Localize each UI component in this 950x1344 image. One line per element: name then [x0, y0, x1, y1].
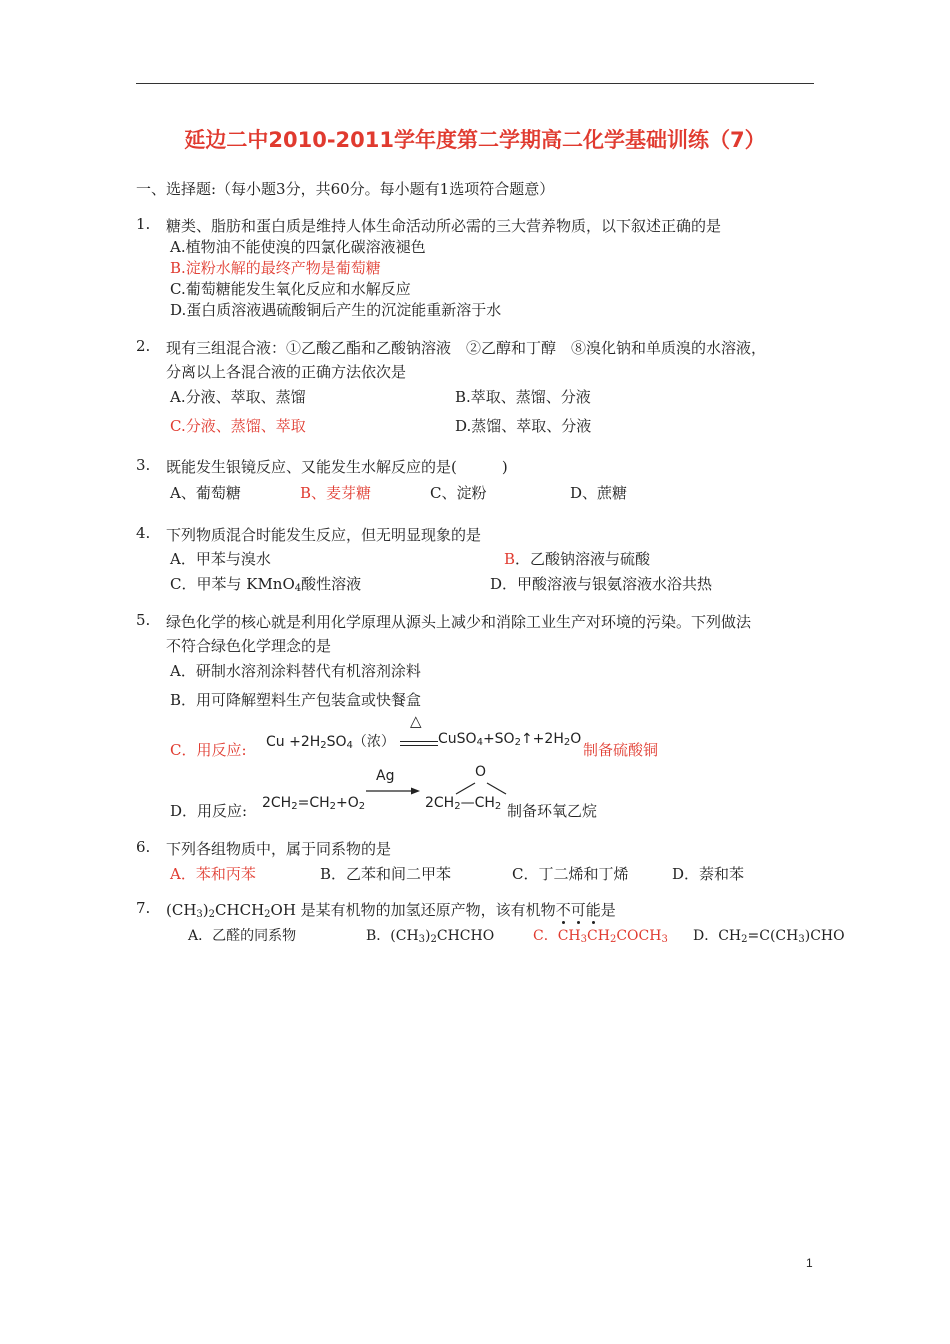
formula-part: (CH [166, 901, 197, 919]
option-d: D．萘和苯 [672, 865, 745, 883]
option-b: B．乙苯和间二甲苯 [320, 865, 452, 883]
option-a: A．研制水溶剂涂料替代有机溶剂涂料 [170, 662, 421, 680]
question-number: 5. [136, 611, 151, 629]
subscript: 3 [580, 934, 588, 945]
heat-symbol: △ [410, 712, 422, 730]
reaction-d-products [425, 795, 501, 812]
formula-part: +SO [482, 731, 515, 747]
question-stem-cont: 不符合绿色化学理念的是 [166, 637, 332, 655]
formula-part: CH [587, 928, 610, 944]
option-b-answer: B、麦芽糖 [300, 484, 372, 502]
question-number: 3. [136, 456, 151, 474]
question-stem-cont: 分离以上各混合液的正确方法依次是 [166, 363, 407, 381]
formula-part: )CHO [804, 928, 845, 944]
option-c-suffix: 制备硫酸铜 [583, 741, 659, 759]
question-number: 6. [136, 838, 151, 856]
question-stem: 糖类、脂肪和蛋白质是维持人体生命活动所必需的三大营养物质，以下叙述正确的是 [166, 217, 722, 235]
option-c-answer [533, 925, 668, 945]
option-c-label: C．用反应: [170, 741, 247, 759]
question-number: 4. [136, 524, 151, 542]
option-d: D．甲酸溶液与银氨溶液水浴共热 [490, 575, 713, 593]
option-c: C.葡萄糖能发生氧化反应和水解反应 [170, 280, 411, 298]
question-stem: 下列各组物质中，属于同系物的是 [166, 840, 392, 858]
option-b-answer [504, 548, 650, 569]
formula-part: ) [425, 928, 431, 944]
formula-part: O [570, 731, 582, 747]
question-stem: 绿色化学的核心就是利用化学原理从源头上减少和消除工业生产对环境的污染。下列做法 [166, 613, 752, 631]
option-c: C、淀粉 [430, 484, 487, 502]
formula-part: CHCHO [436, 928, 495, 944]
option-b [366, 925, 494, 945]
stem-text: 是 [600, 901, 616, 919]
formula-part: D．CH [693, 928, 742, 944]
formula-part: ↑+2H [520, 731, 564, 747]
subscript: 4 [294, 583, 302, 594]
formula-part: =CH [297, 795, 330, 811]
subscript: 3 [661, 934, 668, 945]
formula-part: B．(CH [366, 928, 419, 944]
emphasis-char: 不 [555, 901, 571, 919]
option-c [170, 573, 361, 594]
option-d-label: D．用反应: [170, 802, 248, 820]
equals-line-top [400, 741, 438, 742]
oxygen-atom: O [475, 764, 487, 780]
formula-part: CuSO [438, 731, 477, 747]
subscript: 2 [208, 909, 216, 920]
subscript: 2 [494, 801, 502, 812]
formula-part: 2CH [425, 795, 455, 811]
option-a: A.植物油不能使溴的四氯化碳溶液褪色 [170, 238, 426, 256]
option-c-answer: C.分液、蒸馏、萃取 [170, 417, 306, 435]
question-stem: 现有三组混合液：①乙酸乙酯和乙酸钠溶液 ②乙醇和丁醇 ⑧溴化钠和单质溴的水溶液， [166, 339, 767, 357]
subscript: 2 [320, 740, 327, 751]
question-number: 1. [136, 215, 151, 233]
option-d: D.蛋白质溶液遇硫酸铜后产生的沉淀能重新溶于水 [170, 301, 502, 319]
formula-part: =C(CH [747, 928, 799, 944]
subscript: 3 [418, 934, 426, 945]
reaction-c-reactants [266, 731, 395, 751]
formula-part: —CH [460, 795, 495, 811]
formula-part: Cu +2H [266, 734, 321, 750]
formula-part: SO [326, 734, 347, 750]
option-b: B.萃取、蒸馏、分液 [455, 388, 591, 406]
subscript: 2 [329, 801, 337, 812]
option-a: A.分液、萃取、蒸馏 [170, 388, 306, 406]
option-a: A、葡萄糖 [170, 484, 241, 502]
option-b-text: ．乙酸钠溶液与硫酸 [515, 550, 651, 568]
subscript: 2 [563, 737, 571, 748]
emphasis-char: 能 [585, 901, 601, 919]
option-d: D.蒸馏、萃取、分液 [455, 417, 592, 435]
catalyst-label: Ag [376, 768, 395, 784]
formula-part: ) [202, 901, 209, 919]
emphasis-char: 可 [570, 901, 586, 919]
option-a: A．乙醛的同系物 [188, 928, 297, 944]
question-stem: 既能发生银镜反应、又能发生水解反应的是( ) [166, 458, 508, 476]
subscript: 2 [430, 934, 437, 945]
subscript: 2 [264, 909, 271, 920]
option-b-letter: B [504, 550, 516, 568]
subscript: 2 [514, 737, 521, 748]
formula-part: 2CH [262, 795, 292, 811]
option-b-answer: B.淀粉水解的最终产物是葡萄糖 [170, 259, 381, 277]
page-title: 延边二中2010-2011学年度第二学期高二化学基础训练（7） [184, 128, 766, 152]
subscript: 4 [476, 737, 483, 748]
option-c-text-cont: 酸性溶液 [301, 575, 362, 593]
equals-line-bottom [400, 745, 438, 746]
subscript: 2 [358, 801, 366, 812]
page-number: 1 [806, 1256, 813, 1270]
option-c: C．丁二烯和丁烯 [512, 865, 629, 883]
subscript: 4 [346, 740, 353, 751]
formula-part: +O [336, 795, 359, 811]
subscript: 3 [196, 909, 203, 920]
question-stem: 下列物质混合时能发生反应，但无明显现象的是 [166, 526, 482, 544]
formula-part: C．CH [533, 928, 581, 944]
stem-text: OH 是某有机物的加氢还原产物，该有机物 [270, 901, 556, 919]
subscript: 2 [741, 934, 748, 945]
formula-part: （浓） [352, 734, 395, 750]
reaction-c-products [438, 731, 581, 748]
option-b: B．用可降解塑料生产包装盒或快餐盒 [170, 691, 422, 709]
subscript: 2 [291, 801, 298, 812]
subscript: 2 [454, 801, 461, 812]
question-number: 2. [136, 337, 151, 355]
header-rule [136, 83, 814, 84]
subscript: 2 [609, 934, 617, 945]
option-a: A．甲苯与溴水 [170, 550, 271, 568]
question-number: 7. [136, 899, 151, 917]
reaction-d-reactants [262, 795, 365, 812]
reaction-arrow [366, 786, 420, 796]
formula-part: CHCH [215, 901, 265, 919]
formula-part: COCH [616, 928, 662, 944]
subscript: 3 [798, 934, 805, 945]
option-d-suffix: 制备环氧乙烷 [507, 802, 598, 820]
option-a-answer: A．苯和丙苯 [170, 865, 256, 883]
question-stem [166, 899, 616, 920]
option-d: D、蔗糖 [570, 484, 628, 502]
option-d [693, 925, 845, 945]
section-heading: 一、选择题:（每小题3分，共60分。每小题有1选项符合题意） [136, 180, 555, 198]
option-c-text: C．甲苯与 KMnO [170, 575, 295, 593]
